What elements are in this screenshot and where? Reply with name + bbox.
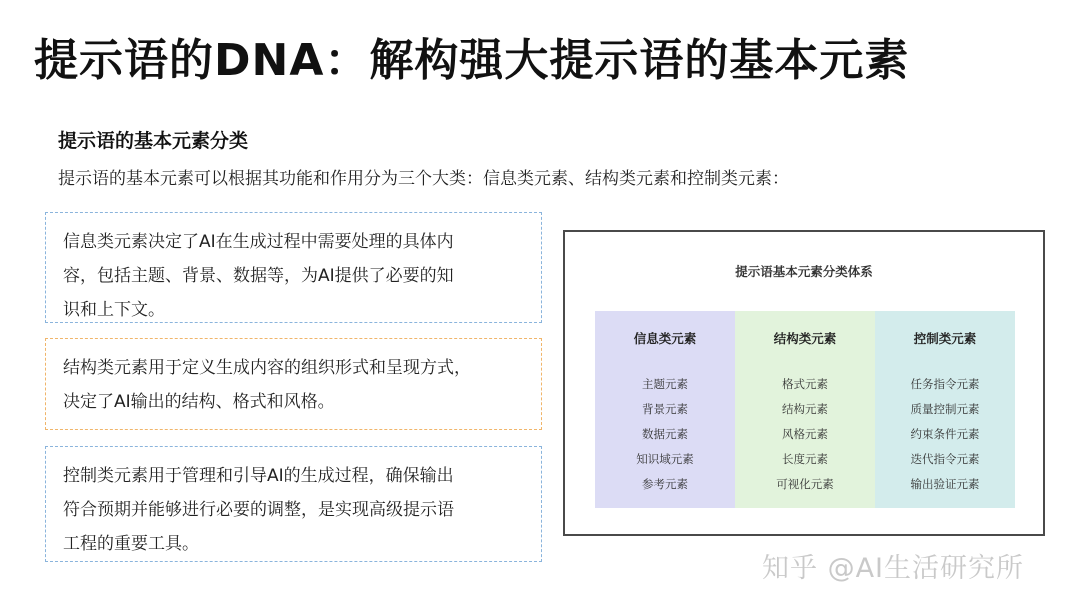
card-line: 决定了AI输出的结构、格式和风格。 (63, 392, 335, 412)
column-item: 背景元素 (642, 402, 688, 416)
column-item: 约束条件元素 (910, 427, 980, 441)
column-item: 质量控制元素 (910, 402, 980, 416)
card-line: 控制类元素用于管理和引导AI的生成过程，确保输出 (63, 466, 454, 486)
classification-diagram (563, 230, 1045, 536)
column-item: 任务指令元素 (910, 377, 980, 391)
card-line: 识和上下文。 (63, 300, 165, 320)
card-line: 结构类元素用于定义生成内容的组织形式和呈现方式， (63, 358, 471, 378)
column-item: 风格元素 (782, 427, 828, 441)
column-item: 迭代指令元素 (910, 452, 980, 466)
section-heading: 提示语的基本元素分类 (58, 130, 249, 152)
card-line: 信息类元素决定了AI在生成过程中需要处理的具体内 (63, 232, 454, 252)
column-item: 结构元素 (782, 402, 828, 416)
diagram-title: 提示语基本元素分类体系 (735, 264, 873, 279)
column-item: 格式元素 (782, 377, 828, 391)
column-item: 可视化元素 (776, 477, 834, 491)
page-title: 提示语的DNA：解构强大提示语的基本元素 (34, 35, 910, 86)
section-description: 提示语的基本元素可以根据其功能和作用分为三个大类：信息类元素、结构类元素和控制类元素： (58, 169, 789, 189)
column-item: 主题元素 (642, 377, 688, 391)
card-line: 工程的重要工具。 (63, 534, 199, 554)
column-heading: 结构类元素 (773, 331, 837, 346)
column-item: 知识域元素 (636, 452, 694, 466)
column-item: 长度元素 (782, 452, 828, 466)
info-elements-card (45, 212, 542, 323)
watermark: 知乎 @AI生活研究所 (762, 553, 1025, 584)
column-item: 参考元素 (642, 477, 688, 491)
column-item: 输出验证元素 (910, 477, 980, 491)
diagram-column-control (875, 311, 1015, 508)
diagram-column-structure (735, 311, 875, 508)
column-heading: 控制类元素 (913, 331, 977, 346)
column-heading: 信息类元素 (633, 331, 697, 346)
column-item: 数据元素 (642, 427, 688, 441)
diagram-column-info (595, 311, 735, 508)
card-line: 符合预期并能够进行必要的调整，是实现高级提示语 (63, 500, 454, 520)
control-elements-card (45, 446, 542, 562)
structure-elements-card (45, 338, 542, 430)
card-line: 容，包括主题、背景、数据等，为AI提供了必要的知 (63, 266, 454, 286)
